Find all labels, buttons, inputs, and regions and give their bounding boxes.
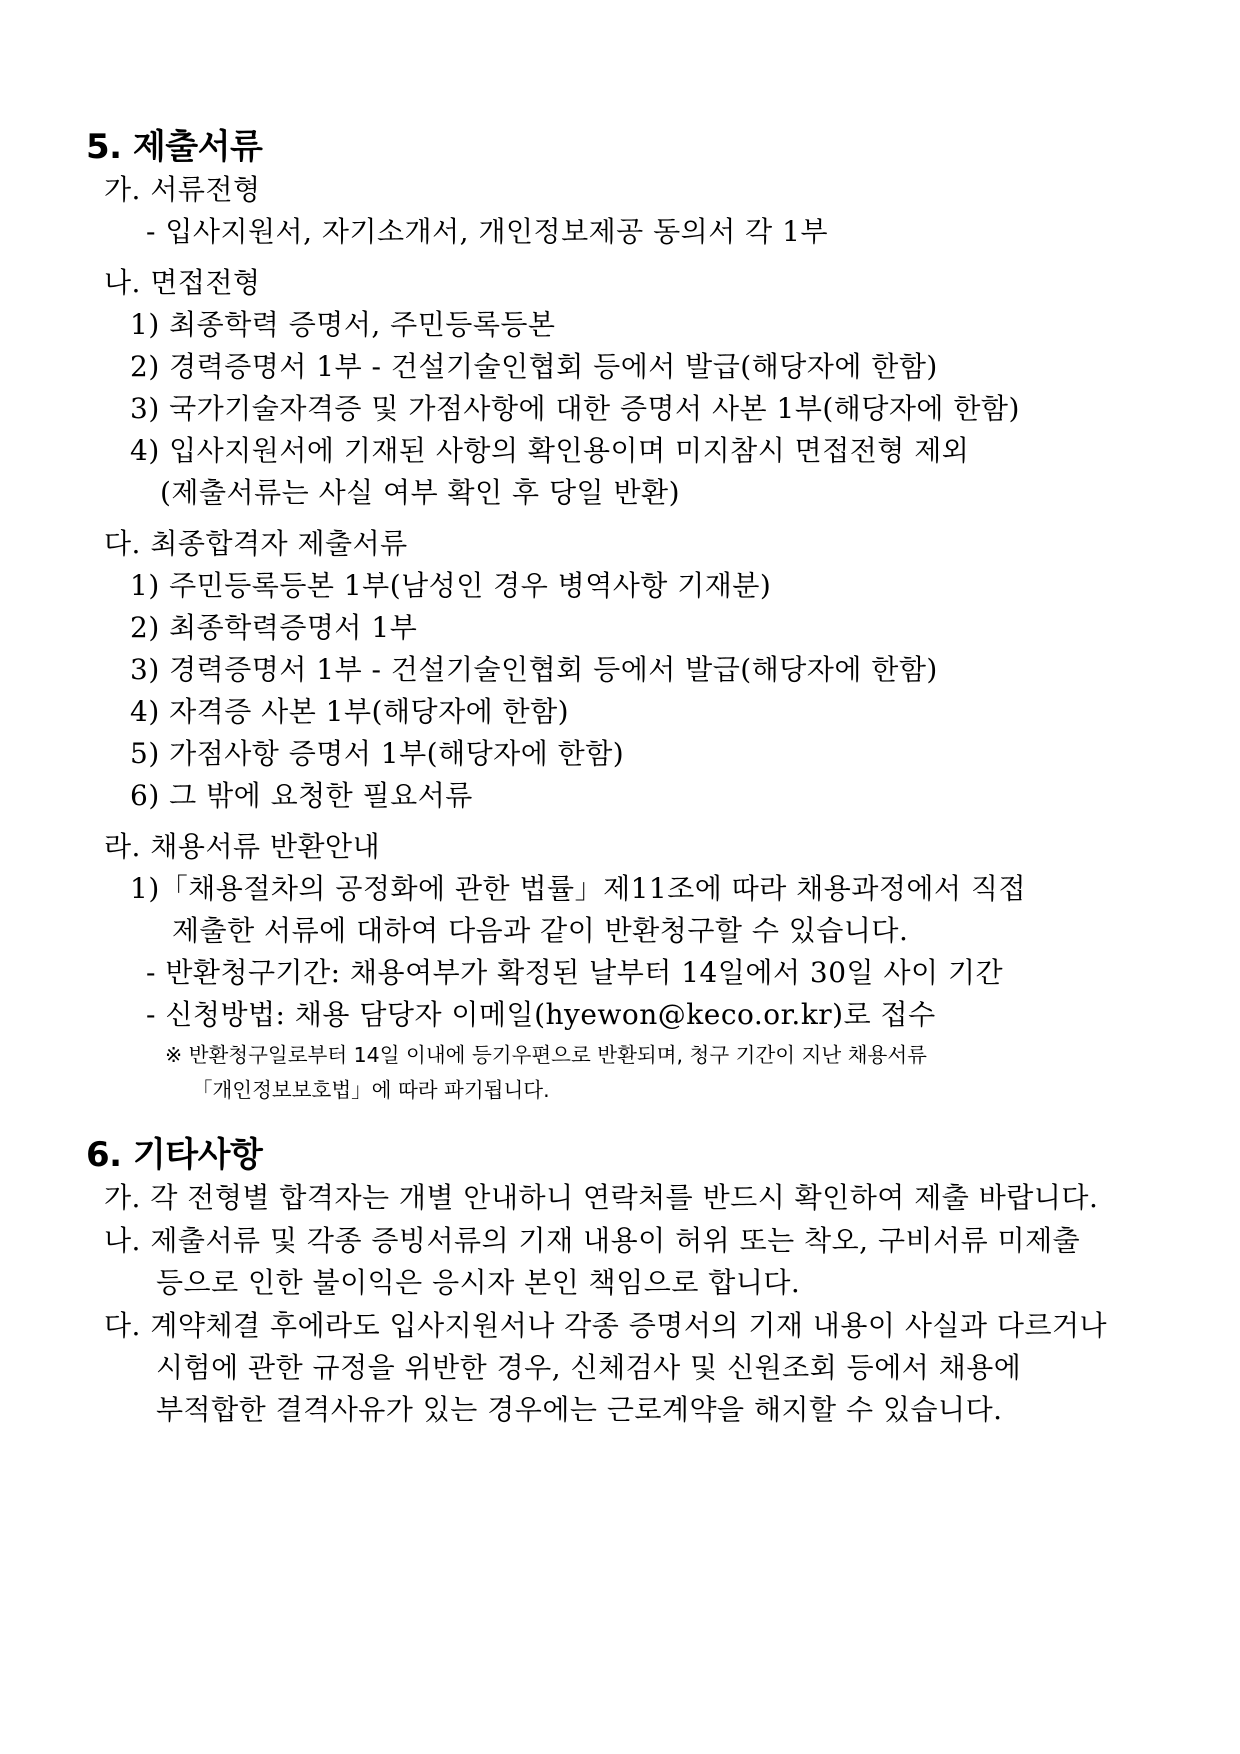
section-5-ga-label: 가. 서류전형 [104, 173, 261, 206]
section-5-da-item-1: 1) 주민등록등본 1부(남성인 경우 병역사항 기재분) [130, 569, 772, 602]
section-5-ra-item-1: 1)「채용절차의 공정화에 관한 법률」제11조에 따라 채용과정에서 직접 [130, 872, 1027, 905]
section-5-na-item-1: 1) 최종학력 증명서, 주민등록등본 [130, 308, 556, 341]
section-5-ra-note-line-2: 「개인정보보호법」에 따라 파기됩니다. [192, 1078, 550, 1102]
section-5-ra-method: - 신청방법: 채용 담당자 이메일(hyewon@keco.or.kr)로 접수 [146, 998, 936, 1031]
section-5-ra-period: - 반환청구기간: 채용여부가 확정된 날부터 14일에서 30일 사이 기간 [146, 956, 1004, 989]
section-6-ga: 가. 각 전형별 합격자는 개별 안내하니 연락처를 반드시 확인하여 제출 바랍니다. [104, 1181, 1099, 1214]
section-5-ra-label: 라. 채용서류 반환안내 [104, 830, 381, 863]
section-5-na-label: 나. 면접전형 [104, 266, 261, 299]
section-5-ga-item: - 입사지원서, 자기소개서, 개인정보제공 동의서 각 1부 [146, 215, 828, 248]
section-5-da-item-2: 2) 최종학력증명서 1부 [130, 611, 418, 644]
section-5-na-item-4-cont: (제출서류는 사실 여부 확인 후 당일 반환) [160, 476, 681, 509]
section-5-na-item-2: 2) 경력증명서 1부 - 건설기술인협회 등에서 발급(해당자에 한함) [130, 350, 938, 383]
section-5-na-item-3: 3) 국가기술자격증 및 가점사항에 대한 증명서 사본 1부(해당자에 한함) [130, 392, 1020, 425]
section-6-da-line-2: 시험에 관한 규정을 위반한 경우, 신체검사 및 신원조회 등에서 채용에 [156, 1351, 1022, 1384]
section-6-heading: 6. 기타사항 [86, 1135, 263, 1175]
section-5-ra-note-line-1: ※ 반환청구일로부터 14일 이내에 등기우편으로 반환되며, 청구 기간이 지난 채용서류 [165, 1043, 927, 1067]
section-5-da-item-4: 4) 자격증 사본 1부(해당자에 한함) [130, 695, 570, 728]
section-5-da-label: 다. 최종합격자 제출서류 [104, 527, 408, 560]
section-5-da-item-6: 6) 그 밖에 요청한 필요서류 [130, 779, 473, 812]
section-6-na-line-1: 나. 제출서류 및 각종 증빙서류의 기재 내용이 허위 또는 착오, 구비서류 미제출 [104, 1224, 1081, 1257]
section-5-na-item-4: 4) 입사지원서에 기재된 사항의 확인용이며 미지참시 면접전형 제외 [130, 434, 970, 467]
section-5-ra-item-1-cont: 제출한 서류에 대하여 다음과 같이 반환청구할 수 있습니다. [172, 914, 909, 947]
section-6-da-line-3: 부적합한 결격사유가 있는 경우에는 근로계약을 해지할 수 있습니다. [156, 1393, 1003, 1426]
section-5-heading: 5. 제출서류 [86, 127, 263, 167]
section-6-da-line-1: 다. 계약체결 후에라도 입사지원서나 각종 증명서의 기재 내용이 사실과 다르거나 [104, 1309, 1108, 1342]
section-5-da-item-3: 3) 경력증명서 1부 - 건설기술인협회 등에서 발급(해당자에 한함) [130, 653, 938, 686]
section-6-na-line-2: 등으로 인한 불이익은 응시자 본인 책임으로 합니다. [156, 1266, 801, 1299]
section-5-da-item-5: 5) 가점사항 증명서 1부(해당자에 한함) [130, 737, 625, 770]
